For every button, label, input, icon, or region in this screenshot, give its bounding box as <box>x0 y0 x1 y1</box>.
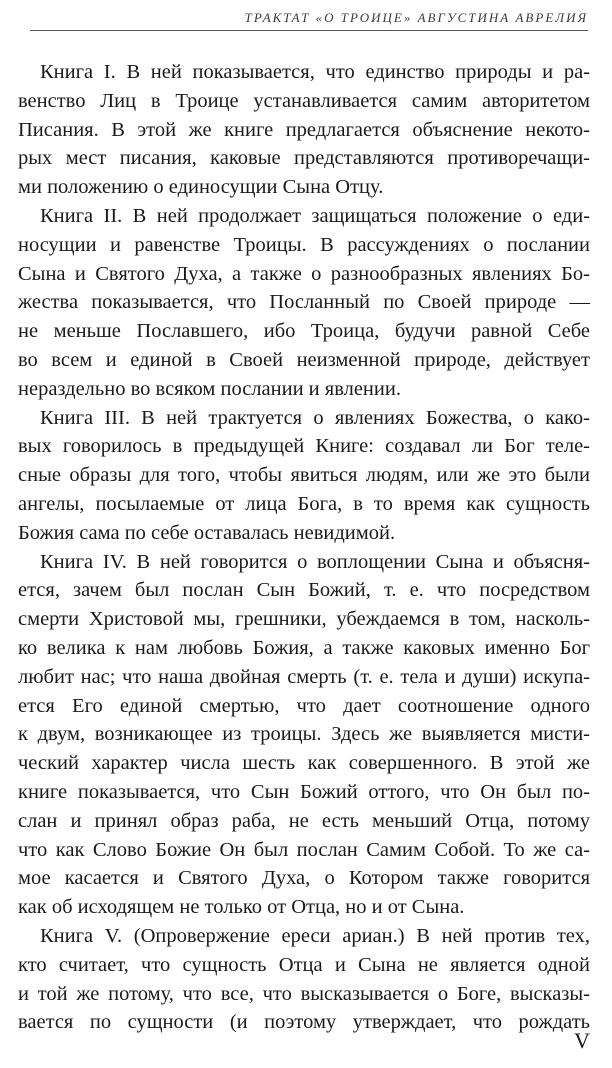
text-line: ми положению о единосущии Сына Отцу. <box>18 176 384 199</box>
text-line: рых мест писания, каковые представляются противоречащи- <box>18 147 590 170</box>
text-line: любит нас; что наша двойная смерть (т. е. тела и души) искупа- <box>18 665 590 688</box>
text-line: ко велика к нам любовь Божия, а также каковых именно Бог <box>18 636 590 659</box>
text-line: ангелы, посылаемые от лица Бога, в то время как сущность <box>18 492 590 515</box>
text-line: не меньше Пославшего, ибо Троица, будучи равной Себе <box>18 320 590 343</box>
text-line: Книга II. В ней продолжает защищаться положение о еди- <box>40 204 590 227</box>
body-text <box>18 58 590 1037</box>
text-line: во всем и единой в Своей неизменной природе, действует <box>18 348 590 371</box>
text-line: ется Его единой смертью, что дает соотношение одного <box>18 694 590 717</box>
running-header: ТРАКТАТ «О ТРОИЦЕ» АВГУСТИНА АВРЕЛИЯ <box>30 8 588 31</box>
text-line: Книга I. В ней показывается, что единство природы и ра- <box>40 61 590 83</box>
text-line: как об исходящем не только от Отца, но и от Сына. <box>18 896 465 919</box>
text-line: вых говорилось в предыдущей Книге: создавал ли Бог теле- <box>18 435 590 458</box>
text-line: что как Слово Божие Он был послан Самим Собой. То же са- <box>18 838 590 861</box>
text-line: слан и принял образ раба, не есть меньший Отца, потому <box>18 809 590 832</box>
text-line: нераздельно во всяком послании и явлении. <box>18 377 401 400</box>
text-line: Книга III. В ней трактуется о явлениях Божества, о како- <box>40 406 590 429</box>
text-line: книге показывается, что Сын Божий оттого, что Он был по- <box>18 780 590 803</box>
text-line: жества показывается, что Посланный по Своей природе — <box>18 291 590 314</box>
text-line: Книга IV. В ней говорится о воплощении Сына и объясня- <box>40 550 590 573</box>
text-line: смерти Христовой мы, грешники, убеждаемся в том, насколь- <box>18 608 590 631</box>
text-line: ется, зачем был послан Сын Божий, т. е. что посредством <box>18 579 590 602</box>
text-line: венство Лиц в Троице устанавливается самим авторитетом <box>18 89 590 112</box>
text-line: Писания. В этой же книге предлагается объяснение некото- <box>18 118 590 141</box>
text-line: и той же потому, что все, что высказывается о Боге, высказы- <box>18 982 590 1005</box>
text-line: ческий характер числа шесть как совершенного. В этой же <box>18 752 590 775</box>
text-line: кто считает, что сущность Отца и Сына не является одной <box>18 953 590 976</box>
text-line: Книга V. (Опровержение ереси ариан.) В ней против тех, <box>40 924 590 947</box>
text-line: вается по сущности (и поэтому утверждает, что рождать <box>18 1011 590 1034</box>
text-line: носущии и равенстве Троицы. В рассуждениях о послании <box>18 233 590 256</box>
text-line: к двум, возникающее из троицы. Здесь же выявляется мисти- <box>18 723 590 746</box>
text-line: мое касается и Святого Духа, о Котором также говорится <box>18 867 590 890</box>
text-line: Божия сама по себе оставалась невидимой. <box>18 521 396 544</box>
page-number: V <box>574 1028 590 1053</box>
text-line: сные образы для того, чтобы явиться людям, или же это были <box>18 464 590 487</box>
text-line: Сына и Святого Духа, а также о разнообразных явлениях Бо- <box>18 262 590 285</box>
